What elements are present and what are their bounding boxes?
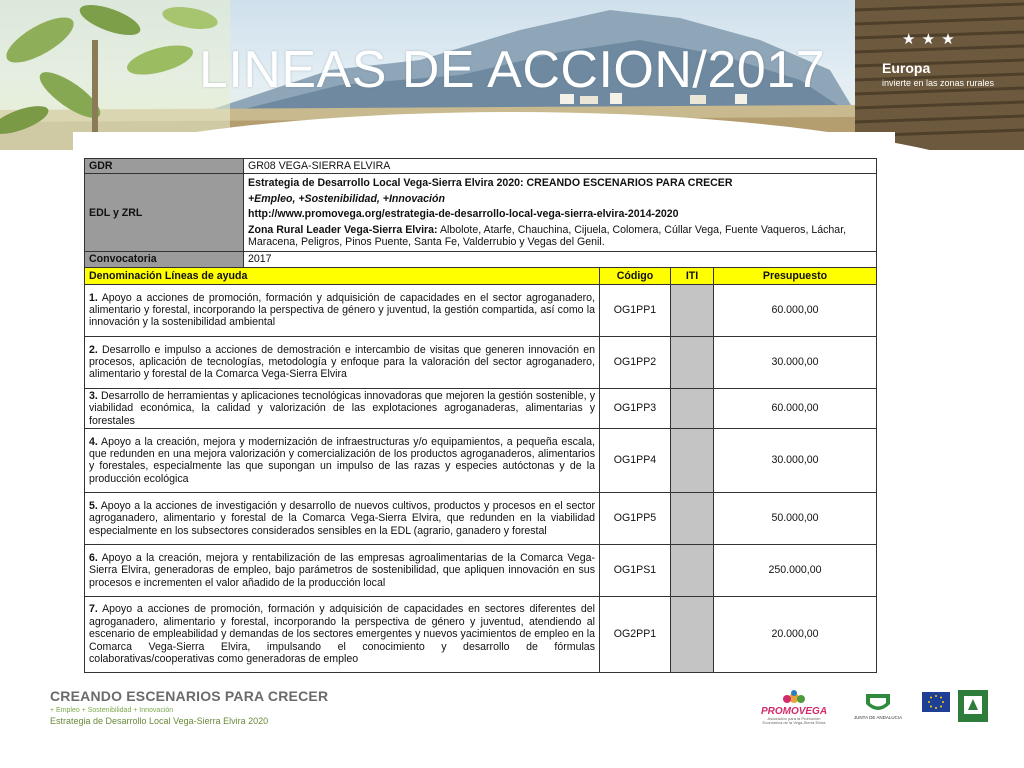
eu-stars-ring-icon (922, 692, 950, 712)
linea-codigo: OG2PP1 (600, 596, 671, 672)
linea-text: Apoyo a acciones de promoción, formación y adquisición de capacidades en sectores diferentes del agroganadero, alimentario y forestal, incorporando la perspectiva de género y juventud, atendiendo al escenario de empleabilidad y demandas de los sectores emergentes y nuevos yacimientos de empleo en la Comarca Vega-Sierra Elvira, impulsando el conocimiento y desarrollo de fórmulas colaborativas/cooperativas como generadoras de empleo (89, 603, 595, 665)
table-row (85, 544, 877, 596)
table-row (85, 596, 877, 672)
linea-description (85, 284, 600, 336)
linea-iti (671, 388, 714, 428)
promovega-subtitle: Asociación para la Promoción Económica de la Vega-Sierra Elvira (762, 716, 826, 726)
linea-description (85, 596, 600, 672)
linea-codigo: OG1PP1 (600, 284, 671, 336)
edl-row (85, 174, 877, 252)
edl-slogan: +Empleo, +Sostenibilidad, +Innovación (248, 192, 445, 205)
linea-codigo: OG1PP3 (600, 388, 671, 428)
linea-description (85, 492, 600, 544)
linea-codigo: OG1PS1 (600, 544, 671, 596)
table-row (85, 336, 877, 388)
linea-presupuesto: 50.000,00 (714, 492, 877, 544)
footer-subtitle: Estrategia de Desarrollo Local Vega-Sierra Elvira 2020 (50, 716, 269, 726)
linea-text: Apoyo a la acciones de investigación y desarrollo de nuevos cultivos, productos y procesos en el sector agroganadero, alimentario y forestal de la Comarca Vega-Sierra Elvira, que redunden en la viabilidad especialmente en los subsectores considerados sensibles en la EDL (agrario, ganadero y forestal (89, 499, 595, 537)
linea-text: Desarrollo e impulso a acciones de demostración e intercambio de visitas que generen innovación en procesos, aplicación de tecnologías, metodología y enfoque para la valoración del sector agroganadero, alimentario y forestal de la Comarca Vega-Sierra Elvira (89, 343, 595, 381)
lineas-table (84, 158, 877, 673)
linea-iti (671, 284, 714, 336)
junta-name: JUNTA DE ANDALUCIA (853, 715, 903, 720)
junta-shield-icon (863, 690, 893, 714)
linea-text: Apoyo a la creación, mejora y rentabilización de las empresas agroalimentarias de la Comarca Vega-Sierra Elvira, generadoras de empleo, bajo parámetros de sostenibilidad, que apliquen innovación en sus procesos e incrementen el valor añadido de la producción local (89, 551, 596, 589)
gdr-value: GR08 VEGA-SIERRA ELVIRA (244, 159, 877, 174)
linea-number: 1. (89, 291, 98, 304)
page-title: LINEAS DE ACCION/2017 (198, 41, 826, 99)
gdr-label: GDR (85, 159, 244, 174)
linea-number: 7. (89, 603, 98, 616)
linea-presupuesto: 60.000,00 (714, 388, 877, 428)
linea-iti (671, 336, 714, 388)
linea-presupuesto: 30.000,00 (714, 336, 877, 388)
zrl-label: Zona Rural Leader Vega-Sierra Elvira: (248, 223, 438, 236)
edl-url[interactable]: http://www.promovega.org/estrategia-de-desarrollo-local-vega-sierra-elvira-2014-2020 (248, 208, 679, 221)
linea-description (85, 388, 600, 428)
eu-badge-title: Europa (882, 60, 931, 76)
promovega-flower-icon (779, 690, 809, 706)
header-row (85, 267, 877, 284)
edl-strategy: Estrategia de Desarrollo Local Vega-Sierra Elvira 2020: CREANDO ESCENARIOS PARA CRECER (248, 177, 733, 190)
table-row (85, 388, 877, 428)
footer-tags: + Empleo + Sostenibilidad + Innovación (50, 707, 174, 714)
table-row (85, 492, 877, 544)
linea-presupuesto: 60.000,00 (714, 284, 877, 336)
leader-logo-icon (958, 690, 988, 722)
linea-description (85, 428, 600, 492)
sponsor-logos (758, 690, 998, 730)
linea-codigo: OG1PP2 (600, 336, 671, 388)
linea-number: 4. (89, 435, 98, 448)
header-codigo: Código (600, 267, 671, 284)
convocatoria-row (85, 252, 877, 267)
eu-stars-icon: ★ ★ ★ (902, 31, 956, 48)
table-row (85, 428, 877, 492)
linea-codigo: OG1PP5 (600, 492, 671, 544)
header-banner (0, 0, 1024, 150)
linea-text: Apoyo a acciones de promoción, formación y adquisición de capacidades en el sector agroganadero, alimentario y forestal, incorporando la perspectiva de género y juventud, la gestión compartida, así como la innovación y la sostenibilidad ambiental (89, 291, 595, 329)
table-row (85, 284, 877, 336)
header-denominacion: Denominación Líneas de ayuda (85, 267, 600, 284)
header-presupuesto: Presupuesto (714, 267, 877, 284)
promovega-name: PROMOVEGA (760, 706, 828, 717)
junta-andalucia-logo (850, 690, 906, 730)
footer-branding (50, 688, 370, 726)
edl-content (244, 174, 877, 252)
eu-flag-icon (922, 692, 950, 712)
linea-iti (671, 544, 714, 596)
linea-presupuesto: 30.000,00 (714, 428, 877, 492)
header-iti: ITI (671, 267, 714, 284)
footer-title: CREANDO ESCENARIOS PARA CRECER (50, 688, 329, 704)
table-document (73, 132, 895, 684)
linea-text: Apoyo a la creación, mejora y modernización de infraestructuras y/o equipamientos, a pequeña escala, que redunden en una mejora valorización y comercialización de los productos agroganaderos, alimentarios y forestales, especialmente las que supongan un impulso de las razas y especies autóctonas y de la producción ecológica (89, 435, 595, 485)
linea-iti (671, 596, 714, 672)
linea-codigo: OG1PP4 (600, 428, 671, 492)
linea-number: 5. (89, 499, 98, 512)
linea-number: 2. (89, 343, 98, 356)
zrl-text: Albolote, Atarfe, Chauchina, Cijuela, Colomera, Cúllar Vega, Fuente Vaqueros, Láchar, Maracena, Peligros, Pinos Puente, Santa Fe, Valderrubio y Vegas del Genil. (248, 223, 847, 248)
edl-label: EDL y ZRL (85, 174, 244, 252)
linea-presupuesto: 250.000,00 (714, 544, 877, 596)
eu-rural-badge (882, 30, 995, 90)
linea-presupuesto: 20.000,00 (714, 596, 877, 672)
eu-badge-subtitle: invierte en las zonas rurales (882, 78, 995, 88)
promovega-logo (758, 690, 830, 730)
linea-description (85, 544, 600, 596)
linea-description (85, 336, 600, 388)
leader-mark-icon (958, 690, 988, 722)
linea-iti (671, 428, 714, 492)
linea-number: 3. (89, 389, 98, 402)
linea-text: Desarrollo de herramientas y aplicaciones tecnológicas innovadoras que mejoren la gestión sostenible, y viabilidad económica, la calidad y valorización de las explotaciones agroganaderas, alimentarias y forestales (89, 389, 595, 427)
linea-iti (671, 492, 714, 544)
convocatoria-label: Convocatoria (85, 252, 244, 267)
gdr-row (85, 159, 877, 174)
convocatoria-value: 2017 (244, 252, 877, 267)
zrl-block (248, 224, 872, 249)
linea-number: 6. (89, 551, 98, 564)
